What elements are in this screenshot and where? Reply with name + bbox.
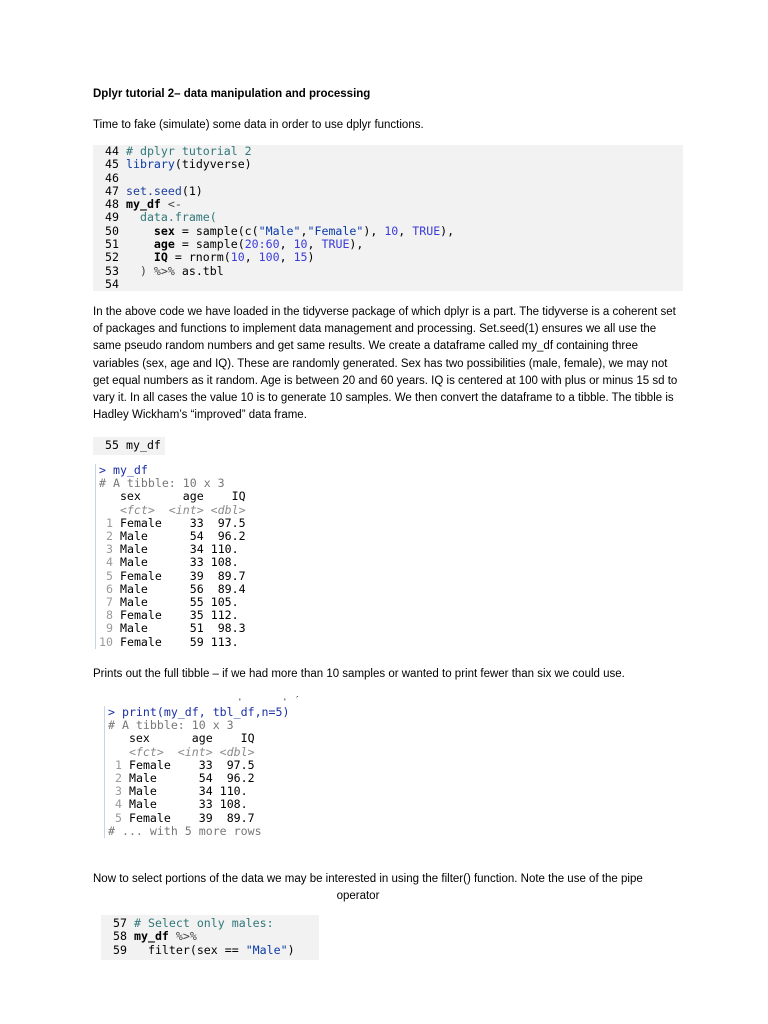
table-row: Male 33 108. — [122, 797, 255, 812]
row-number: 8 — [106, 608, 113, 623]
column-headers: sex age IQ — [108, 731, 255, 746]
code-block-setup — [93, 145, 683, 291]
code-function: filter(sex == — [147, 942, 246, 957]
code-variable: age — [153, 237, 175, 252]
code-function: set.seed — [126, 183, 182, 198]
code-number: 10 — [230, 250, 245, 265]
tibble-header: # A tibble: 10 x 3 — [108, 718, 234, 733]
code-number: 20:60 — [244, 237, 280, 252]
code-line — [101, 917, 319, 930]
code-text: ), — [349, 237, 364, 252]
code-line — [93, 251, 683, 264]
code-text: , — [279, 250, 294, 265]
filter-paragraph-line: operator — [336, 890, 380, 903]
line-number: 50 — [105, 223, 119, 238]
table-row: Female 39 89.7 — [122, 810, 255, 825]
column-headers: sex age IQ — [99, 489, 246, 504]
code-variable: IQ — [153, 250, 168, 265]
table-row: Female 35 112. — [113, 608, 246, 623]
stray-mark: ' — [284, 697, 286, 707]
row-number: 2 — [115, 771, 122, 786]
console-prompt: > my_df — [99, 463, 148, 477]
stray-mark: ´ — [296, 695, 299, 705]
code-line — [93, 439, 165, 452]
code-text: ) — [287, 942, 295, 957]
line-number: 45 — [105, 157, 119, 172]
code-text: (tidyverse) — [174, 157, 252, 172]
table-row: Male 34 110. — [113, 542, 246, 557]
line-number: 58 — [113, 929, 127, 944]
line-number: 55 — [105, 438, 119, 452]
row-number: 1 — [106, 515, 113, 530]
code-line — [93, 172, 683, 185]
code-line — [93, 278, 683, 291]
row-number: 2 — [106, 529, 113, 544]
filter-paragraph-line: Now to select portions of the data we may be interested in using the filter() function. Note the use of the pipe — [93, 873, 643, 885]
row-number: 4 — [106, 555, 113, 570]
code-operator: ) %>% — [139, 263, 182, 278]
row-number: 3 — [106, 542, 113, 557]
console-prompt: > print(my_df, tbl_df,n=5) — [108, 705, 290, 719]
row-number: 5 — [115, 810, 122, 825]
line-number: 54 — [105, 276, 119, 291]
line-number: 59 — [113, 942, 127, 957]
code-line — [93, 198, 683, 211]
row-number: 3 — [115, 784, 122, 799]
code-operator: %>% — [168, 929, 197, 944]
code-line — [101, 944, 319, 957]
code-constant: TRUE — [321, 237, 350, 252]
row-number: 4 — [115, 797, 122, 812]
code-line — [93, 238, 683, 251]
tibble-footer: # ... with 5 more rows — [108, 823, 262, 838]
line-number: 44 — [105, 144, 119, 158]
code-line — [93, 185, 683, 198]
code-variable: sex — [153, 223, 175, 238]
line-number: 47 — [105, 183, 119, 198]
code-line — [93, 211, 683, 224]
code-function: as.tbl — [181, 263, 224, 278]
row-number: 6 — [106, 581, 113, 596]
code-text: ), — [440, 223, 455, 238]
intro-paragraph: Time to fake (simulate) some data in order to use dplyr functions. — [93, 119, 424, 131]
print-paragraph: Prints out the full tibble – if we had more than 10 samples or wanted to print fewer than six we could use. — [93, 668, 625, 680]
code-operator: <- — [160, 197, 182, 212]
code-line — [93, 265, 683, 278]
code-text: , — [307, 237, 322, 252]
code-number: 10 — [384, 223, 399, 238]
column-types: <fct> <int> <dbl> — [108, 744, 255, 759]
code-string: "Male" — [245, 942, 288, 957]
tibble-header: # A tibble: 10 x 3 — [99, 476, 225, 491]
code-comment: # dplyr tutorial 2 — [126, 144, 252, 158]
code-text: (1) — [181, 183, 203, 198]
code-text: = rnorm( — [167, 250, 231, 265]
table-row: Male 51 98.3 — [113, 621, 246, 636]
code-string: "Female" — [307, 223, 364, 238]
table-row: Female 33 97.5 — [122, 757, 255, 772]
stray-mark: ' — [239, 697, 241, 707]
line-number: 52 — [105, 250, 119, 265]
explanation-paragraph: In the above code we have loaded in the tidyverse package of which dplyr is a part. The tidyverse is a coherent set of packages and functions to implement data management and processing. Set.seed(1) ensures we all use the same pseudo random numbers and get same results. We create a dataframe called my_df containing three variables (sex, age and IQ). These are randomly generated. Sex has two possibilities (male, female), we may not get equal numbers as it random. Age is between 20 and 60 years. IQ is centered at 100 with plus or minus 15 sd to vary it. In all cases the value 10 is to generate 10 samples. We then convert the dataframe to a tibble. The tibble is Hadley Wickham’s “improved” data frame. — [93, 306, 678, 422]
line-number: 46 — [105, 170, 119, 185]
code-number: 15 — [293, 250, 308, 265]
row-number: 10 — [99, 634, 113, 649]
table-row: Male 56 89.4 — [113, 581, 246, 596]
table-row: Male 55 105. — [113, 595, 246, 610]
code-block-filter — [101, 915, 319, 960]
line-number: 53 — [105, 263, 119, 278]
code-line — [93, 158, 683, 171]
code-line — [101, 930, 319, 943]
row-number: 7 — [106, 595, 113, 610]
code-comment: # Select only males: — [134, 916, 274, 930]
row-number: 5 — [106, 568, 113, 583]
code-variable: my_df — [126, 197, 161, 212]
line-number: 57 — [113, 916, 127, 930]
table-row: Female 59 113. — [113, 634, 246, 649]
code-variable: my_df — [134, 929, 169, 944]
line-number: 48 — [105, 197, 119, 212]
code-function: data.frame( — [139, 210, 217, 225]
column-types: <fct> <int> <dbl> — [99, 502, 246, 517]
code-text: , — [244, 250, 259, 265]
code-text: my_df — [126, 438, 161, 452]
code-number: 10 — [293, 237, 308, 252]
table-row: Male 54 96.2 — [122, 771, 255, 786]
code-text: , — [398, 223, 413, 238]
table-row: Male 33 108. — [113, 555, 246, 570]
code-number: 100 — [258, 250, 280, 265]
code-string: "Male" — [258, 223, 301, 238]
table-row: Male 54 96.2 — [113, 529, 246, 544]
code-text: ) — [307, 250, 315, 265]
row-number: 9 — [106, 621, 113, 636]
table-row: Female 39 89.7 — [113, 568, 246, 583]
code-block-print — [93, 437, 165, 455]
code-text: , — [279, 237, 294, 252]
table-row: Female 33 97.5 — [113, 515, 246, 530]
code-keyword: library — [126, 157, 175, 172]
table-row: Male 34 110. — [122, 784, 255, 799]
filter-paragraph — [93, 871, 693, 905]
code-text: = sample(c( — [174, 223, 259, 238]
code-line — [93, 225, 683, 238]
line-number: 49 — [105, 210, 119, 225]
row-number: 1 — [115, 757, 122, 772]
line-number: 51 — [105, 237, 119, 252]
console-output-full — [95, 464, 246, 649]
code-text: ), — [363, 223, 385, 238]
code-line — [93, 145, 683, 158]
code-constant: TRUE — [412, 223, 441, 238]
code-text: = sample( — [174, 237, 245, 252]
page-title: Dplyr tutorial 2– data manipulation and processing — [93, 88, 371, 100]
console-output-print — [104, 706, 289, 838]
code-text: , — [300, 223, 308, 238]
